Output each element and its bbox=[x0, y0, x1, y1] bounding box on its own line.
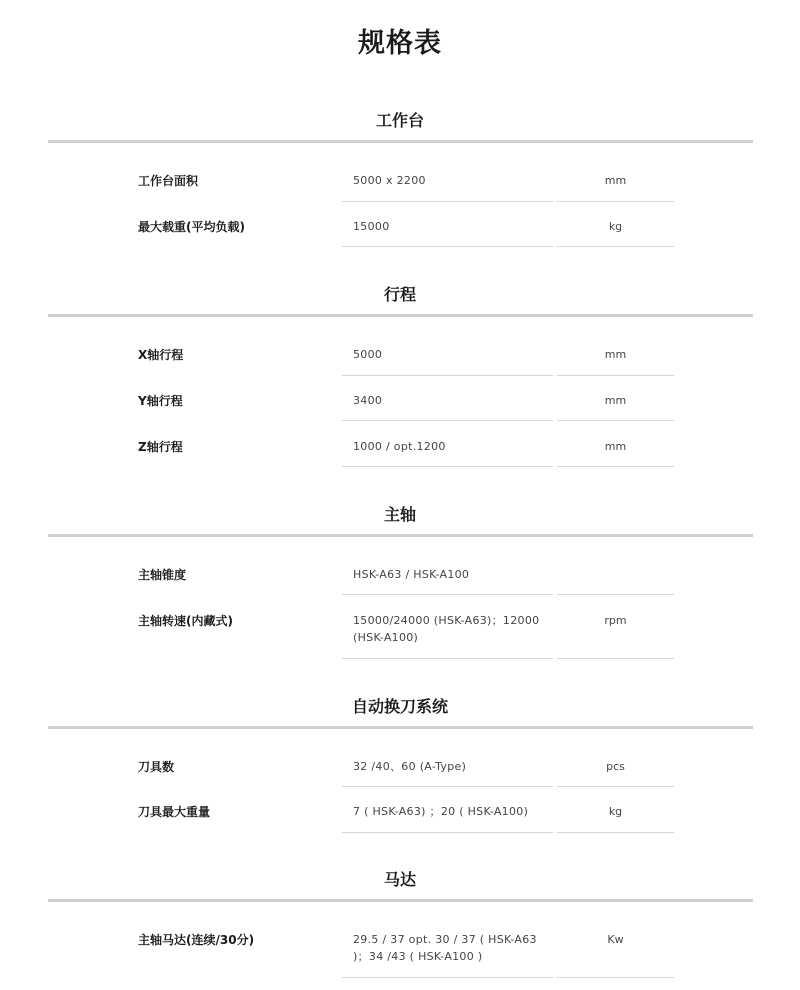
section-divider bbox=[48, 140, 753, 143]
spec-value: 5000 bbox=[353, 348, 383, 361]
section-header-spindle: 主轴 bbox=[383, 505, 416, 524]
section-header-travel: 行程 bbox=[383, 285, 416, 304]
unit-divider bbox=[557, 375, 674, 376]
section-divider bbox=[48, 899, 753, 902]
unit-divider bbox=[557, 246, 674, 247]
unit-divider bbox=[557, 832, 674, 833]
spec-label: 刀具最大重量 bbox=[138, 805, 211, 819]
value-divider bbox=[342, 246, 553, 247]
unit-divider bbox=[557, 658, 674, 659]
unit-divider bbox=[557, 594, 674, 595]
spec-label: 主轴马达(连续/30分) bbox=[138, 933, 255, 947]
value-divider bbox=[342, 375, 553, 376]
spec-value: 1000 / opt.1200 bbox=[353, 440, 446, 453]
section-divider bbox=[48, 314, 753, 317]
unit-divider bbox=[557, 201, 674, 202]
spec-value: 7 ( HSK-A63) ；20 ( HSK-A100) bbox=[353, 805, 529, 818]
spec-unit: pcs bbox=[606, 760, 625, 773]
spec-value: 15000 bbox=[353, 220, 390, 233]
value-divider bbox=[342, 786, 553, 787]
unit-divider bbox=[557, 977, 674, 978]
spec-value: 15000/24000 (HSK-A63)；12000 (HSK-A100) bbox=[353, 614, 540, 644]
spec-label: 刀具数 bbox=[138, 760, 175, 774]
spec-unit: kg bbox=[608, 805, 623, 818]
spec-value: HSK-A63 / HSK-A100 bbox=[353, 568, 470, 581]
spec-unit: kg bbox=[608, 220, 623, 233]
value-divider bbox=[342, 658, 553, 659]
spec-label: 主轴锥度 bbox=[138, 568, 187, 582]
value-divider bbox=[342, 832, 553, 833]
value-divider bbox=[342, 201, 553, 202]
value-divider bbox=[342, 594, 553, 595]
spec-value: 29.5 / 37 opt. 30 / 37 ( HSK-A63 )；34 /43 ( HSK-A100 ) bbox=[353, 933, 537, 963]
spec-label: 工作台面积 bbox=[138, 174, 199, 188]
unit-divider bbox=[557, 786, 674, 787]
spec-unit: mm bbox=[604, 174, 627, 187]
value-divider bbox=[342, 977, 553, 978]
page-title: 规格表 bbox=[358, 28, 442, 59]
spec-label: Y轴行程 bbox=[138, 394, 183, 408]
spec-unit: rpm bbox=[604, 614, 627, 627]
spec-unit: Kw bbox=[607, 933, 624, 946]
unit-divider bbox=[557, 466, 674, 467]
spec-value: 3400 bbox=[353, 394, 383, 407]
spec-label: 主轴转速(内藏式) bbox=[138, 614, 233, 628]
spec-label: X轴行程 bbox=[138, 348, 184, 362]
section-header-motor: 马达 bbox=[383, 870, 416, 889]
unit-divider bbox=[557, 420, 674, 421]
section-header-worktable: 工作台 bbox=[375, 111, 424, 130]
section-divider bbox=[48, 726, 753, 729]
section-divider bbox=[48, 534, 753, 537]
spec-unit: mm bbox=[604, 348, 627, 361]
section-header-atc: 自动换刀系统 bbox=[351, 697, 448, 716]
spec-unit: mm bbox=[604, 394, 627, 407]
value-divider bbox=[342, 420, 553, 421]
value-divider bbox=[342, 466, 553, 467]
spec-value: 32 /40、60 (A-Type) bbox=[353, 760, 467, 773]
spec-unit: mm bbox=[604, 440, 627, 453]
spec-label: Z轴行程 bbox=[138, 440, 183, 454]
spec-label: 最大载重(平均负载) bbox=[138, 220, 245, 234]
spec-value: 5000 x 2200 bbox=[353, 174, 426, 187]
